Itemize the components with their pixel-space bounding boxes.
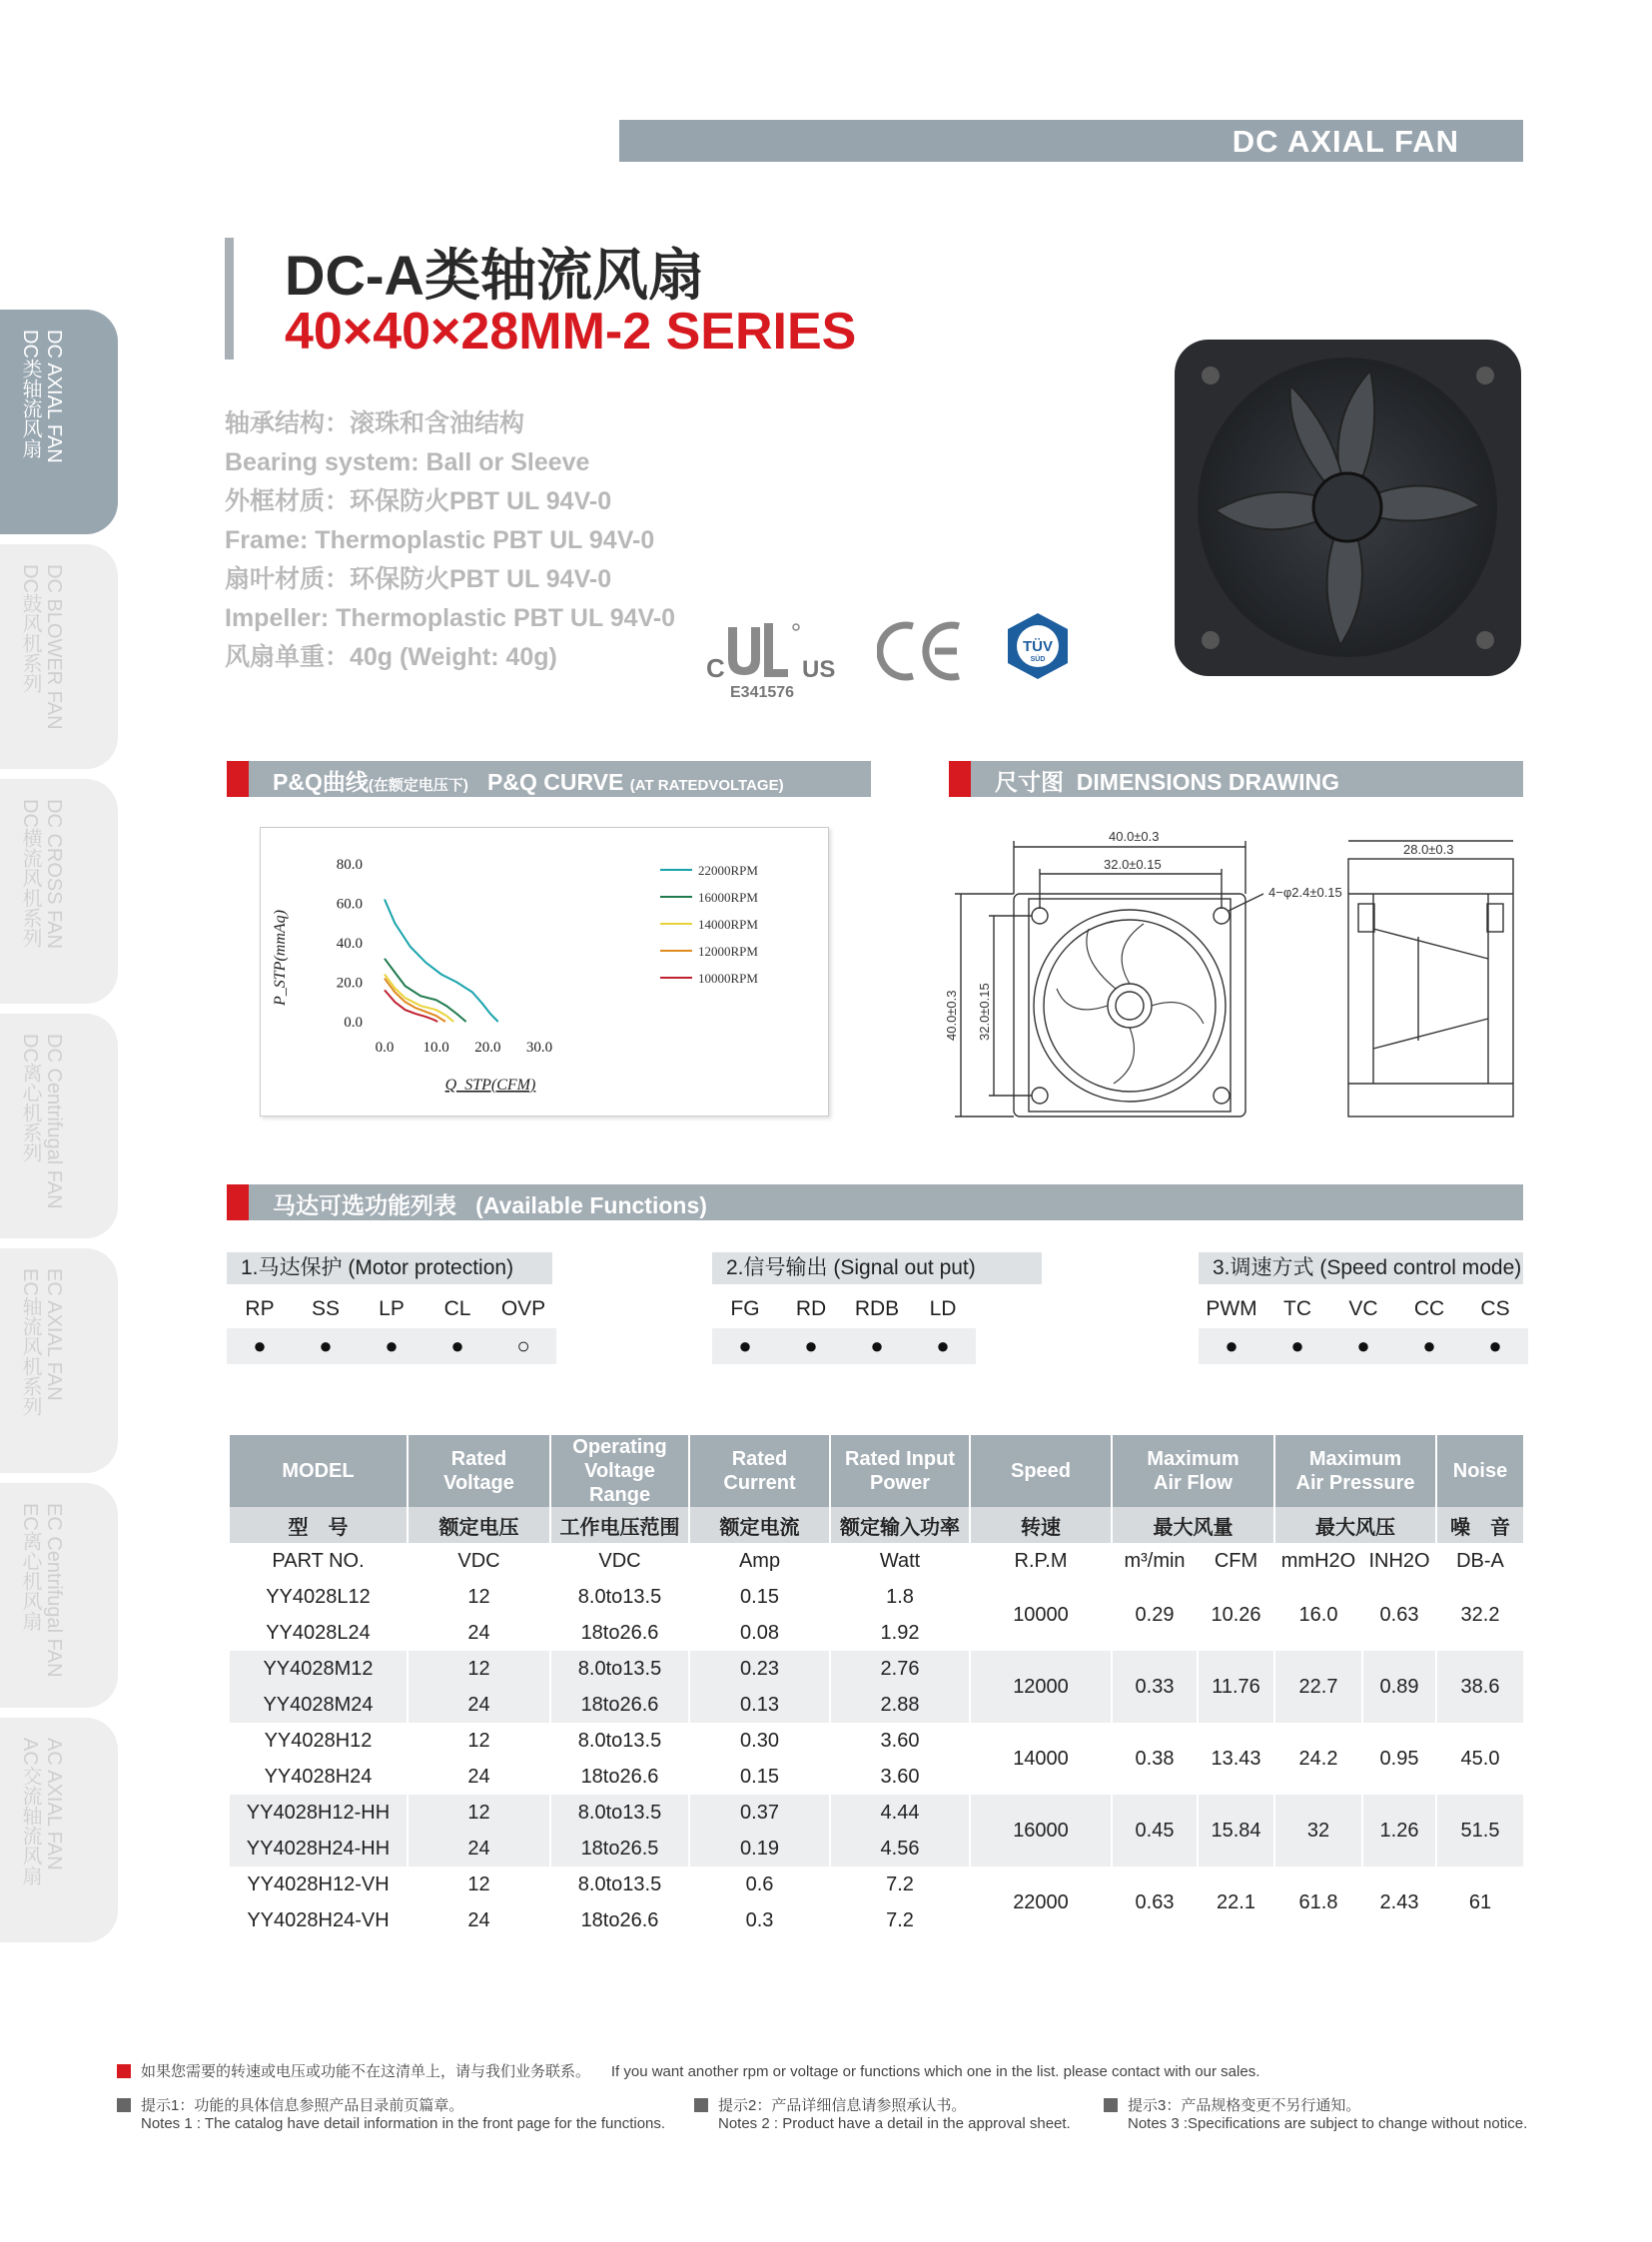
- ce-e-shape: [926, 625, 959, 677]
- cell-range: 8.0to13.5: [550, 1651, 689, 1687]
- mount-hole: [1214, 908, 1230, 924]
- side-tab-label: EC Centrifugal FAN: [43, 1503, 65, 1678]
- cell-power: 4.44: [830, 1795, 970, 1831]
- cell-current: 0.3: [689, 1902, 830, 1938]
- side-tab-label: AC AXIAL FAN: [43, 1738, 65, 1870]
- pq-title-en: P&Q CURVE: [487, 769, 624, 795]
- availability-mark: ●: [1264, 1328, 1330, 1364]
- cell-cfm: 15.84: [1198, 1795, 1274, 1867]
- signal-output-header: 2.信号输出 (Signal out put): [712, 1252, 1042, 1284]
- function-option: [1462, 1290, 1528, 1364]
- tuv-cert-logo: [1004, 611, 1072, 681]
- col-header-cn: 工作电压范围: [550, 1507, 689, 1543]
- cell-model: YY4028L24: [230, 1615, 408, 1651]
- cell-range: 18to26.5: [550, 1831, 689, 1867]
- cell-inh2o: 1.26: [1362, 1795, 1436, 1867]
- section-marker: [949, 761, 971, 797]
- table-row: [230, 1651, 1524, 1687]
- front-view-frame: [1014, 894, 1245, 1117]
- function-code: FG: [712, 1290, 778, 1328]
- x-tick-label: 20.0: [474, 1040, 501, 1056]
- cell-mmh2o: 32: [1274, 1795, 1362, 1867]
- cell-voltage: 24: [408, 1902, 550, 1938]
- cell-mmh2o: 16.0: [1274, 1579, 1362, 1651]
- note-3-cn: 提示3：产品规格变更不另行通知。: [1128, 2097, 1361, 2114]
- speed-control-options: [1199, 1290, 1528, 1364]
- cell-current: 0.13: [689, 1687, 830, 1723]
- cell-model: YY4028H12-HH: [230, 1795, 408, 1831]
- cell-cfm: 22.1: [1198, 1867, 1274, 1938]
- dim-depth-label: 28.0±0.3: [1403, 842, 1454, 857]
- note-1-en: Notes 1 : The catalog have detail information in the front page for the functions.: [141, 2115, 666, 2132]
- cell-range: 18to26.6: [550, 1759, 689, 1795]
- col-header-cn: 最大风量: [1112, 1507, 1274, 1543]
- unit-cell: mmH2O: [1274, 1543, 1362, 1579]
- col-header-input-power: Rated Input Power: [830, 1435, 970, 1507]
- contact-note-en: If you want another rpm or voltage or functions which one in the list. please contact with our sales.: [610, 2063, 1260, 2080]
- col-header-cn: 转速: [970, 1507, 1112, 1543]
- cell-speed: 10000: [970, 1579, 1112, 1651]
- cell-model: YY4028H12: [230, 1723, 408, 1759]
- pq-title-cn: P&Q曲线: [273, 769, 369, 795]
- cell-range: 8.0to13.5: [550, 1723, 689, 1759]
- cell-inh2o: 0.95: [1362, 1723, 1436, 1795]
- cell-noise: 32.2: [1436, 1579, 1524, 1651]
- function-code: RD: [778, 1290, 844, 1328]
- side-tab-label: DC Centrifugal FAN: [43, 1034, 65, 1209]
- gray-square-icon: [1104, 2098, 1118, 2112]
- availability-mark: ○: [490, 1328, 556, 1364]
- note-2-cn: 提示2：产品详细信息请参照承认书。: [718, 2097, 967, 2114]
- side-tab-label-cn: EC轴流风机系列: [19, 1268, 41, 1416]
- note-2-en: Notes 2 : Product have a detail in the approval sheet.: [718, 2115, 1071, 2132]
- ce-c-shape: [880, 625, 913, 677]
- side-tab-label: DC AXIAL FAN: [43, 330, 65, 463]
- function-code: VC: [1330, 1290, 1396, 1328]
- y-tick-label: 20.0: [336, 975, 363, 992]
- fan-screw-hole: [1202, 367, 1220, 384]
- dimension-drawing: [939, 819, 1528, 1130]
- cell-cfm: 13.43: [1198, 1723, 1274, 1795]
- side-tab-label: EC AXIAL FAN: [43, 1268, 65, 1401]
- function-option: [1396, 1290, 1462, 1364]
- function-option: [1330, 1290, 1396, 1364]
- dim-width-label: 40.0±0.3: [1109, 829, 1160, 844]
- chart-legend: [660, 863, 758, 986]
- function-option: [227, 1290, 293, 1364]
- pq-curve-chart: [261, 828, 830, 1118]
- function-code: CC: [1396, 1290, 1462, 1328]
- function-code: RP: [227, 1290, 293, 1328]
- note-3-en: Notes 3 :Specifications are subject to change without notice.: [1128, 2115, 1528, 2132]
- cell-speed: 12000: [970, 1651, 1112, 1723]
- unit-cell: m³/min: [1112, 1543, 1198, 1579]
- cell-power: 3.60: [830, 1723, 970, 1759]
- chart-axes: [272, 857, 552, 1094]
- availability-mark: ●: [1462, 1328, 1528, 1364]
- cell-voltage: 12: [408, 1795, 550, 1831]
- mount-hole: [1214, 1088, 1230, 1104]
- dim-hole-label: 4−φ2.4±0.15: [1268, 885, 1342, 900]
- cell-power: 2.76: [830, 1651, 970, 1687]
- unit-cell: VDC: [408, 1543, 550, 1579]
- dims-title-en: DIMENSIONS DRAWING: [1076, 769, 1340, 795]
- legend-label: 10000RPM: [698, 971, 758, 986]
- col-header-cn: 额定电压: [408, 1507, 550, 1543]
- side-tab-ac-axial-fan[interactable]: [0, 1718, 118, 1942]
- tuv-text: TÜV: [1023, 638, 1053, 655]
- cell-range: 18to26.6: [550, 1902, 689, 1938]
- col-header-model: MODEL: [230, 1435, 408, 1507]
- cell-voltage: 24: [408, 1759, 550, 1795]
- legend-label: 16000RPM: [698, 890, 758, 905]
- y-tick-label: 80.0: [336, 857, 363, 873]
- cell-current: 0.6: [689, 1867, 830, 1902]
- table-row: [230, 1579, 1524, 1615]
- unit-cell: CFM: [1198, 1543, 1274, 1579]
- table-row: [230, 1795, 1524, 1831]
- side-tab-dc-blower-fan[interactable]: [0, 544, 118, 769]
- cell-range: 8.0to13.5: [550, 1795, 689, 1831]
- red-square-icon: [117, 2064, 131, 2078]
- cell-noise: 45.0: [1436, 1723, 1524, 1795]
- unit-cell: INH2O: [1362, 1543, 1436, 1579]
- cell-cfm: 11.76: [1198, 1651, 1274, 1723]
- pq-title-en-sub: (AT RATEDVOLTAGE): [629, 777, 784, 794]
- cell-current: 0.15: [689, 1579, 830, 1615]
- spec-frame-cn: 外框材质：环保防火PBT UL 94V-0: [225, 487, 612, 515]
- function-code: LP: [359, 1290, 424, 1328]
- dims-title-cn: 尺寸图: [995, 769, 1064, 795]
- x-axis-label: Q_STP(CFM): [444, 1077, 536, 1094]
- banner-text: DC AXIAL FAN: [1232, 124, 1459, 159]
- section-marker: [227, 761, 249, 797]
- function-option: [1264, 1290, 1330, 1364]
- fan-screw-hole: [1476, 631, 1494, 649]
- title-accent-bar: [225, 238, 234, 360]
- side-tab-label-cn: DC离心机系列: [19, 1034, 41, 1162]
- function-code: TC: [1264, 1290, 1330, 1328]
- col-header-rated-current: Rated Current: [689, 1435, 830, 1507]
- cell-power: 1.92: [830, 1615, 970, 1651]
- side-tab-label-cn: DC类轴流风扇: [19, 330, 41, 458]
- side-tab-label-cn: DC鼓风机系列: [19, 564, 41, 693]
- motor-protection-header: 1.马达保护 (Motor protection): [227, 1252, 552, 1284]
- side-tab-label-cn: DC横流风机系列: [19, 799, 41, 948]
- front-view-blades: [1057, 924, 1204, 1084]
- function-option: [490, 1290, 556, 1364]
- unit-cell: Amp: [689, 1543, 830, 1579]
- availability-mark: ●: [1396, 1328, 1462, 1364]
- cell-range: 8.0to13.5: [550, 1579, 689, 1615]
- availability-mark: ●: [359, 1328, 424, 1364]
- availability-mark: ●: [1199, 1328, 1264, 1364]
- table-row: [230, 1867, 1524, 1902]
- cell-model: YY4028L12: [230, 1579, 408, 1615]
- cell-speed: 22000: [970, 1867, 1112, 1938]
- cell-noise: 51.5: [1436, 1795, 1524, 1867]
- cell-m3min: 0.63: [1112, 1867, 1198, 1938]
- col-header-noise: Noise: [1436, 1435, 1524, 1507]
- legend-label: 22000RPM: [698, 863, 758, 878]
- chart-series: [385, 900, 498, 1023]
- function-option: [910, 1290, 976, 1364]
- spec-frame-en: Frame: Thermoplastic PBT UL 94V-0: [225, 526, 655, 554]
- cell-mmh2o: 24.2: [1274, 1723, 1362, 1795]
- spec-bearing-cn: 轴承结构：滚珠和含油结构: [225, 409, 525, 437]
- side-tab-ec-centrifugal-fan[interactable]: [0, 1483, 118, 1708]
- front-view-hub-inner: [1116, 992, 1144, 1020]
- availability-mark: ●: [424, 1328, 490, 1364]
- table-units-row: [230, 1543, 1524, 1579]
- cell-range: 18to26.6: [550, 1687, 689, 1723]
- function-option: [359, 1290, 424, 1364]
- cell-range: 8.0to13.5: [550, 1867, 689, 1902]
- side-tab-label-cn: EC离心机风扇: [19, 1503, 41, 1631]
- cell-m3min: 0.45: [1112, 1795, 1198, 1867]
- cell-current: 0.19: [689, 1831, 830, 1867]
- col-header-air-pressure: Maximum Air Pressure: [1274, 1435, 1436, 1507]
- cell-power: 1.8: [830, 1579, 970, 1615]
- availability-mark: ●: [1330, 1328, 1396, 1364]
- cell-cfm: 10.26: [1198, 1579, 1274, 1651]
- dims-section-header: [949, 761, 1523, 797]
- y-tick-label: 60.0: [336, 896, 363, 913]
- note-2: [694, 2094, 1084, 2132]
- cell-voltage: 12: [408, 1651, 550, 1687]
- col-header-cn: 额定输入功率: [830, 1507, 970, 1543]
- side-tab-dc-cross-fan[interactable]: [0, 779, 118, 1004]
- ul-l-shape: [764, 623, 788, 677]
- function-code: LD: [910, 1290, 976, 1328]
- ce-cert-logo: [877, 616, 967, 686]
- function-option: [424, 1290, 490, 1364]
- cell-current: 0.15: [689, 1759, 830, 1795]
- dim-height-label: 40.0±0.3: [944, 990, 959, 1041]
- ul-c-text: C: [706, 653, 725, 683]
- function-code: SS: [293, 1290, 359, 1328]
- dim-hole-pitch-label: 32.0±0.15: [1104, 857, 1162, 872]
- spec-list: [225, 404, 675, 677]
- contact-note: [117, 2060, 1259, 2081]
- cell-m3min: 0.29: [1112, 1579, 1198, 1651]
- page-subtitle: 40×40×28MM-2 SERIES: [285, 303, 857, 361]
- cell-power: 4.56: [830, 1831, 970, 1867]
- cell-noise: 38.6: [1436, 1651, 1524, 1723]
- gray-square-icon: [694, 2098, 708, 2112]
- cell-noise: 61: [1436, 1867, 1524, 1938]
- cell-inh2o: 0.63: [1362, 1579, 1436, 1651]
- dim-hole-pitch-v-label: 32.0±0.15: [977, 983, 992, 1041]
- cell-power: 7.2: [830, 1867, 970, 1902]
- cell-voltage: 24: [408, 1831, 550, 1867]
- side-tab-dc-centrifugal-fan[interactable]: [0, 1014, 118, 1238]
- tuv-sub-text: SÜD: [1030, 656, 1046, 663]
- ul-cert-logo: [704, 619, 854, 699]
- function-option: [778, 1290, 844, 1364]
- col-header-cn: 最大风压: [1274, 1507, 1436, 1543]
- availability-mark: ●: [227, 1328, 293, 1364]
- availability-mark: ●: [910, 1328, 976, 1364]
- availability-mark: ●: [712, 1328, 778, 1364]
- function-code: CS: [1462, 1290, 1528, 1328]
- cell-mmh2o: 61.8: [1274, 1867, 1362, 1938]
- page-title: DC-A类轴流风扇: [285, 244, 704, 307]
- table-header-row-en: [230, 1435, 1524, 1507]
- front-view-opening: [1034, 910, 1226, 1102]
- cell-current: 0.08: [689, 1615, 830, 1651]
- functions-section-header: [227, 1184, 1523, 1220]
- ul-us-text: US: [802, 656, 836, 683]
- col-header-cn: 额定电流: [689, 1507, 830, 1543]
- front-view-hub: [1108, 984, 1152, 1028]
- cell-current: 0.30: [689, 1723, 830, 1759]
- side-tab-label: DC BLOWER FAN: [43, 564, 65, 730]
- cell-voltage: 24: [408, 1687, 550, 1723]
- cell-model: YY4028H12-VH: [230, 1867, 408, 1902]
- gray-square-icon: [117, 2098, 131, 2112]
- signal-output-options: [712, 1290, 976, 1364]
- unit-cell: Watt: [830, 1543, 970, 1579]
- side-view-blades: [1373, 929, 1488, 1049]
- fan-screw-hole: [1202, 631, 1220, 649]
- cell-inh2o: 0.89: [1362, 1651, 1436, 1723]
- cell-m3min: 0.38: [1112, 1723, 1198, 1795]
- side-tab-label-cn: AC交流轴流风扇: [19, 1738, 41, 1885]
- cell-inh2o: 2.43: [1362, 1867, 1436, 1938]
- registered-icon: [793, 624, 799, 630]
- fan-product-image: [1171, 336, 1525, 680]
- cell-model: YY4028H24: [230, 1759, 408, 1795]
- function-code: PWM: [1199, 1290, 1264, 1328]
- cell-current: 0.37: [689, 1795, 830, 1831]
- motor-protection-options: [227, 1290, 556, 1364]
- fan-screw-hole: [1476, 367, 1494, 384]
- unit-cell: VDC: [550, 1543, 689, 1579]
- fan-hub: [1313, 473, 1381, 541]
- x-tick-label: 0.0: [375, 1040, 395, 1056]
- unit-cell: PART NO.: [230, 1543, 408, 1579]
- note-1-cn: 提示1：功能的具体信息参照产品目录前页篇章。: [141, 2097, 464, 2114]
- cell-model: YY4028M12: [230, 1651, 408, 1687]
- cell-power: 7.2: [830, 1902, 970, 1938]
- function-option: [1199, 1290, 1264, 1364]
- legend-label: 14000RPM: [698, 917, 758, 932]
- mount-hole: [1032, 1088, 1048, 1104]
- function-option: [293, 1290, 359, 1364]
- function-code: CL: [424, 1290, 490, 1328]
- table-row: [230, 1723, 1524, 1759]
- pq-title-cn-sub: (在额定电压下): [368, 777, 468, 794]
- x-tick-label: 10.0: [422, 1040, 449, 1056]
- note-3: [1104, 2094, 1543, 2132]
- cell-voltage: 12: [408, 1579, 550, 1615]
- unit-cell: R.P.M: [970, 1543, 1112, 1579]
- pq-section-title: [273, 764, 784, 797]
- functions-section-title: [273, 1187, 707, 1220]
- cell-model: YY4028M24: [230, 1687, 408, 1723]
- dims-section-title: [995, 764, 1339, 797]
- spec-bearing-en: Bearing system: Ball or Sleeve: [225, 448, 590, 476]
- top-banner: [619, 120, 1523, 162]
- functions-title-cn: 马达可选功能列表: [273, 1192, 456, 1218]
- contact-note-cn: 如果您需要的转速或电压或功能不在这清单上，请与我们业务联系。: [141, 2063, 591, 2080]
- availability-mark: ●: [844, 1328, 910, 1364]
- cell-model: YY4028H24-VH: [230, 1902, 408, 1938]
- front-view-inner: [1029, 899, 1231, 1112]
- ul-u-shape: [728, 627, 760, 675]
- speed-control-header: 3.调速方式 (Speed control mode): [1199, 1252, 1523, 1284]
- cell-range: 18to26.6: [550, 1615, 689, 1651]
- side-tab-dc-axial-fan[interactable]: [0, 310, 118, 534]
- cell-voltage: 24: [408, 1615, 550, 1651]
- col-header-cn: 噪 音: [1436, 1507, 1524, 1543]
- spec-table: [230, 1435, 1525, 1938]
- col-header-operating-range: Operating Voltage Range: [550, 1435, 689, 1507]
- cell-speed: 14000: [970, 1723, 1112, 1795]
- col-header-speed: Speed: [970, 1435, 1112, 1507]
- note-1: [117, 2094, 676, 2132]
- y-tick-label: 0.0: [344, 1015, 363, 1031]
- x-tick-label: 30.0: [525, 1040, 553, 1056]
- cell-model: YY4028H24-HH: [230, 1831, 408, 1867]
- pq-chart-panel: [260, 827, 829, 1117]
- col-header-rated-voltage: Rated Voltage: [408, 1435, 550, 1507]
- mount-hole: [1032, 908, 1048, 924]
- function-option: [844, 1290, 910, 1364]
- ul-file-number: E341576: [730, 684, 795, 699]
- unit-cell: DB-A: [1436, 1543, 1524, 1579]
- spec-weight: 风扇单重：40g (Weight: 40g): [225, 643, 557, 671]
- table-body: [230, 1579, 1524, 1938]
- cell-current: 0.23: [689, 1651, 830, 1687]
- functions-title-en: (Available Functions): [475, 1192, 707, 1218]
- y-axis-label: P_STP(mmAq): [272, 910, 289, 1006]
- col-header-air-flow: Maximum Air Flow: [1112, 1435, 1274, 1507]
- side-tab-label: DC CROSS FAN: [43, 799, 65, 950]
- spec-impeller-cn: 扇叶材质：环保防火PBT UL 94V-0: [225, 565, 612, 593]
- side-tab-ec-axial-fan[interactable]: [0, 1248, 118, 1473]
- availability-mark: ●: [293, 1328, 359, 1364]
- y-tick-label: 40.0: [336, 936, 363, 952]
- legend-label: 12000RPM: [698, 944, 758, 959]
- cell-mmh2o: 22.7: [1274, 1651, 1362, 1723]
- cell-m3min: 0.33: [1112, 1651, 1198, 1723]
- section-marker: [227, 1184, 249, 1220]
- spec-impeller-en: Impeller: Thermoplastic PBT UL 94V-0: [225, 604, 676, 632]
- cell-power: 3.60: [830, 1759, 970, 1795]
- cell-power: 2.88: [830, 1687, 970, 1723]
- function-code: OVP: [490, 1290, 556, 1328]
- cell-voltage: 12: [408, 1867, 550, 1902]
- cell-voltage: 12: [408, 1723, 550, 1759]
- function-option: [712, 1290, 778, 1364]
- function-code: RDB: [844, 1290, 910, 1328]
- cell-speed: 16000: [970, 1795, 1112, 1867]
- pq-section-header: [227, 761, 871, 797]
- availability-mark: ●: [778, 1328, 844, 1364]
- col-header-cn: 型 号: [230, 1507, 408, 1543]
- table-header-row-cn: [230, 1507, 1524, 1543]
